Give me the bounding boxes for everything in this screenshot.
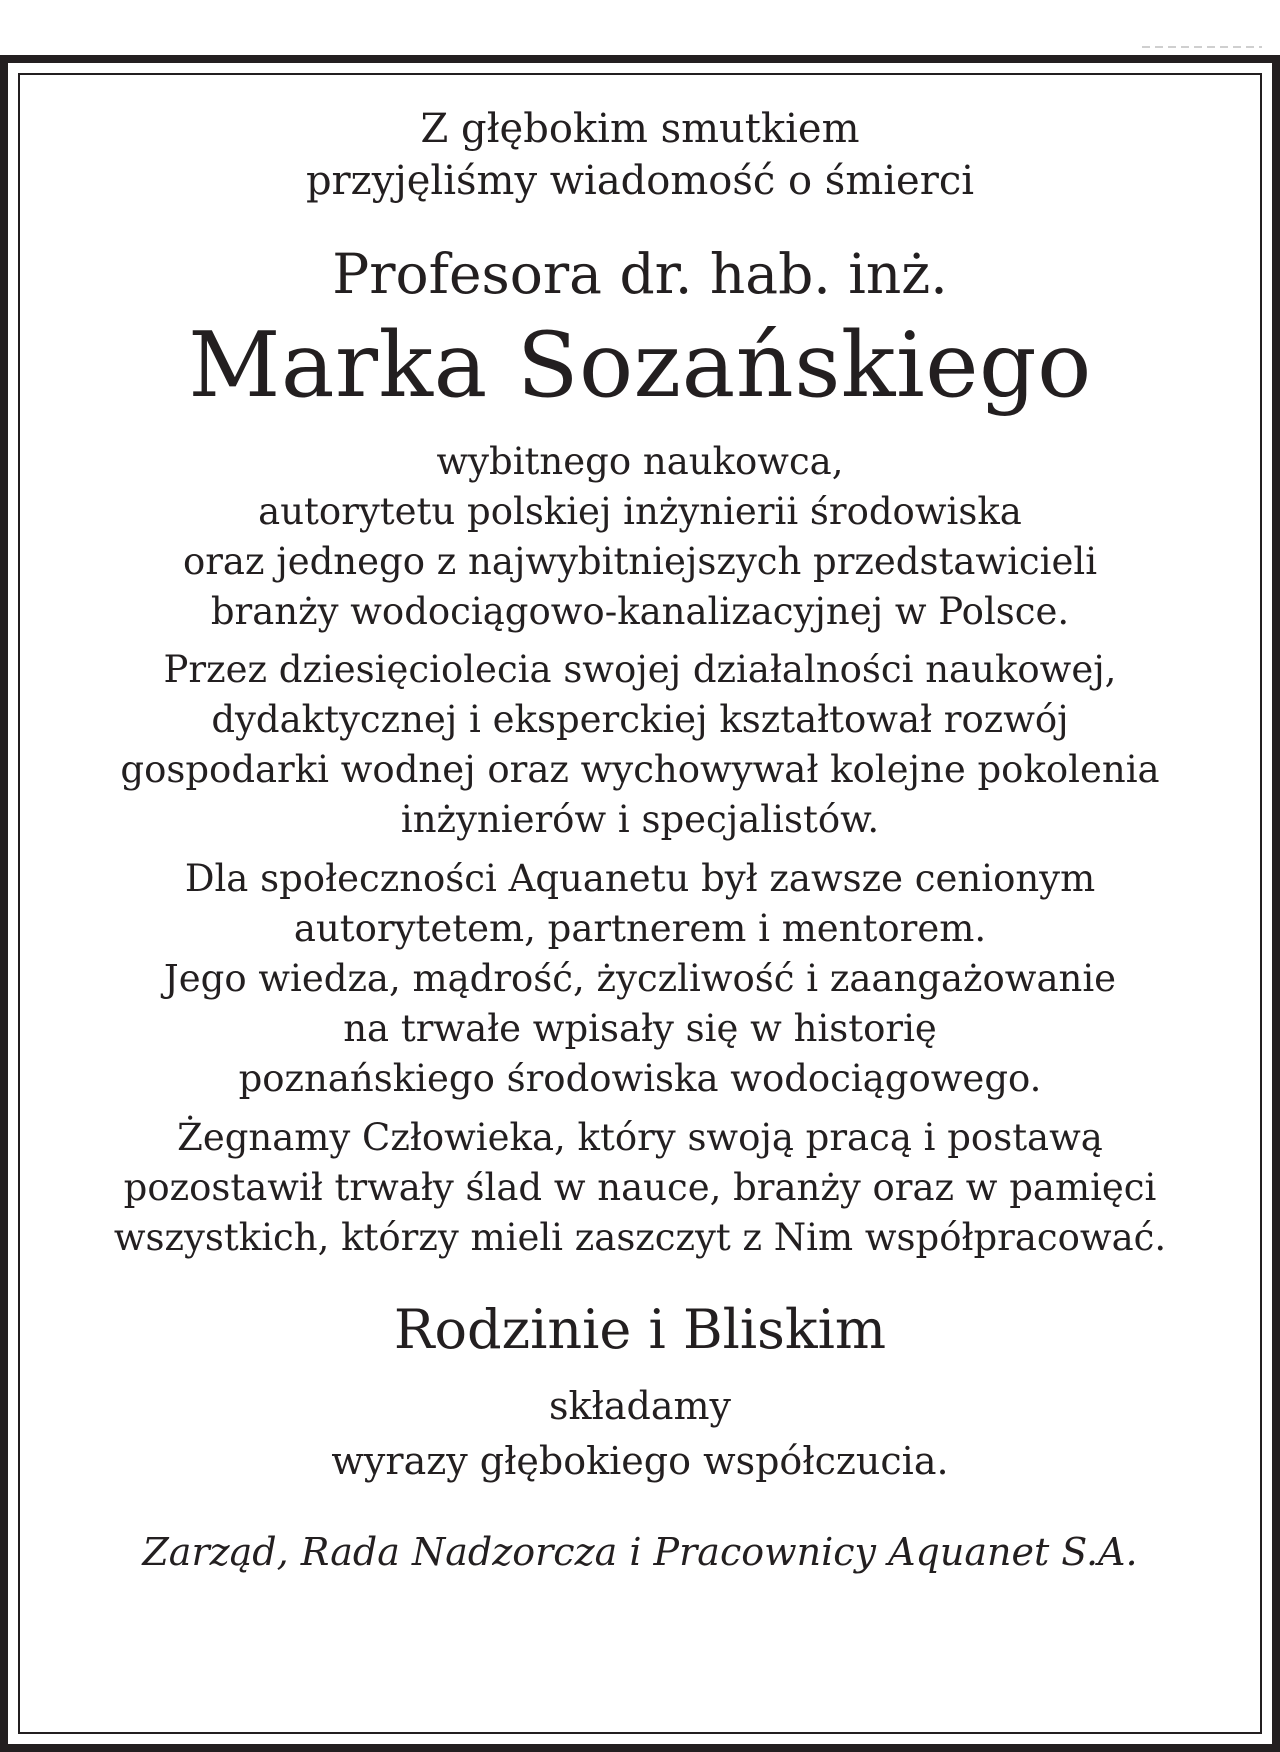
paragraph-farewell xyxy=(20,1113,1260,1263)
paragraph-line: oraz jednego z najwybitniejszych przedstawicieli xyxy=(182,540,1098,583)
obituary-inner-border xyxy=(18,73,1262,1734)
academic-title: Profesora dr. hab. inż. xyxy=(332,242,948,306)
paragraph-line: autorytetu polskiej inżynierii środowiska xyxy=(258,490,1022,533)
paragraph-line: inżynierów i specjalistów. xyxy=(400,798,880,841)
paragraph-line: pozostawił trwały ślad w nauce, branży oraz w pamięci xyxy=(123,1166,1157,1209)
paragraph-career xyxy=(20,645,1260,845)
paragraph-line: wszystkich, którzy mieli zaszczyt z Nim współpracować. xyxy=(113,1216,1167,1259)
paragraph-line: na trwałe wpisały się w historię xyxy=(343,1007,937,1050)
signature: Zarząd, Rada Nadzorcza i Pracownicy Aquanet S.A. xyxy=(142,1530,1138,1574)
paragraph-line: Dla społeczności Aquanetu był zawsze cenionym xyxy=(184,857,1096,900)
paragraph-line: gospodarki wodnej oraz wychowywał kolejne pokolenia xyxy=(120,748,1160,791)
paragraph-line: dydaktycznej i eksperckiej kształtował rozwój xyxy=(211,698,1069,741)
paragraph-line: branży wodociągowo-kanalizacyjnej w Polsce. xyxy=(210,590,1070,633)
family-heading: Rodzinie i Bliskim xyxy=(393,1298,887,1361)
obituary-content xyxy=(20,103,1260,1577)
intro-line: przyjęliśmy wiadomość o śmierci xyxy=(305,158,975,204)
paragraph-line: Jego wiedza, mądrość, życzliwość i zaangażowanie xyxy=(163,957,1117,1000)
paragraph-tribute xyxy=(20,437,1260,637)
paragraph-line: Żegnamy Człowieka, który swoją pracą i postawą xyxy=(177,1116,1103,1159)
paragraph-line: poznańskiego środowiska wodociągowego. xyxy=(238,1057,1042,1100)
paragraph-community xyxy=(20,854,1260,1104)
condolences-line: wyrazy głębokiego współczucia. xyxy=(331,1439,949,1483)
decorative-dashes xyxy=(1142,46,1262,48)
intro-text xyxy=(20,103,1260,207)
paragraph-line: Przez dziesięciolecia swojej działalności naukowej, xyxy=(163,648,1117,691)
intro-line: Z głębokim smutkiem xyxy=(420,106,860,152)
paragraph-line: autorytetem, partnerem i mentorem. xyxy=(293,907,987,950)
deceased-name: Marka Sozańskiego xyxy=(188,313,1092,418)
obituary-frame xyxy=(0,55,1280,1752)
condolences-text xyxy=(20,1379,1260,1489)
condolences-line: składamy xyxy=(549,1384,731,1428)
paragraph-line: wybitnego naukowca, xyxy=(436,440,844,483)
